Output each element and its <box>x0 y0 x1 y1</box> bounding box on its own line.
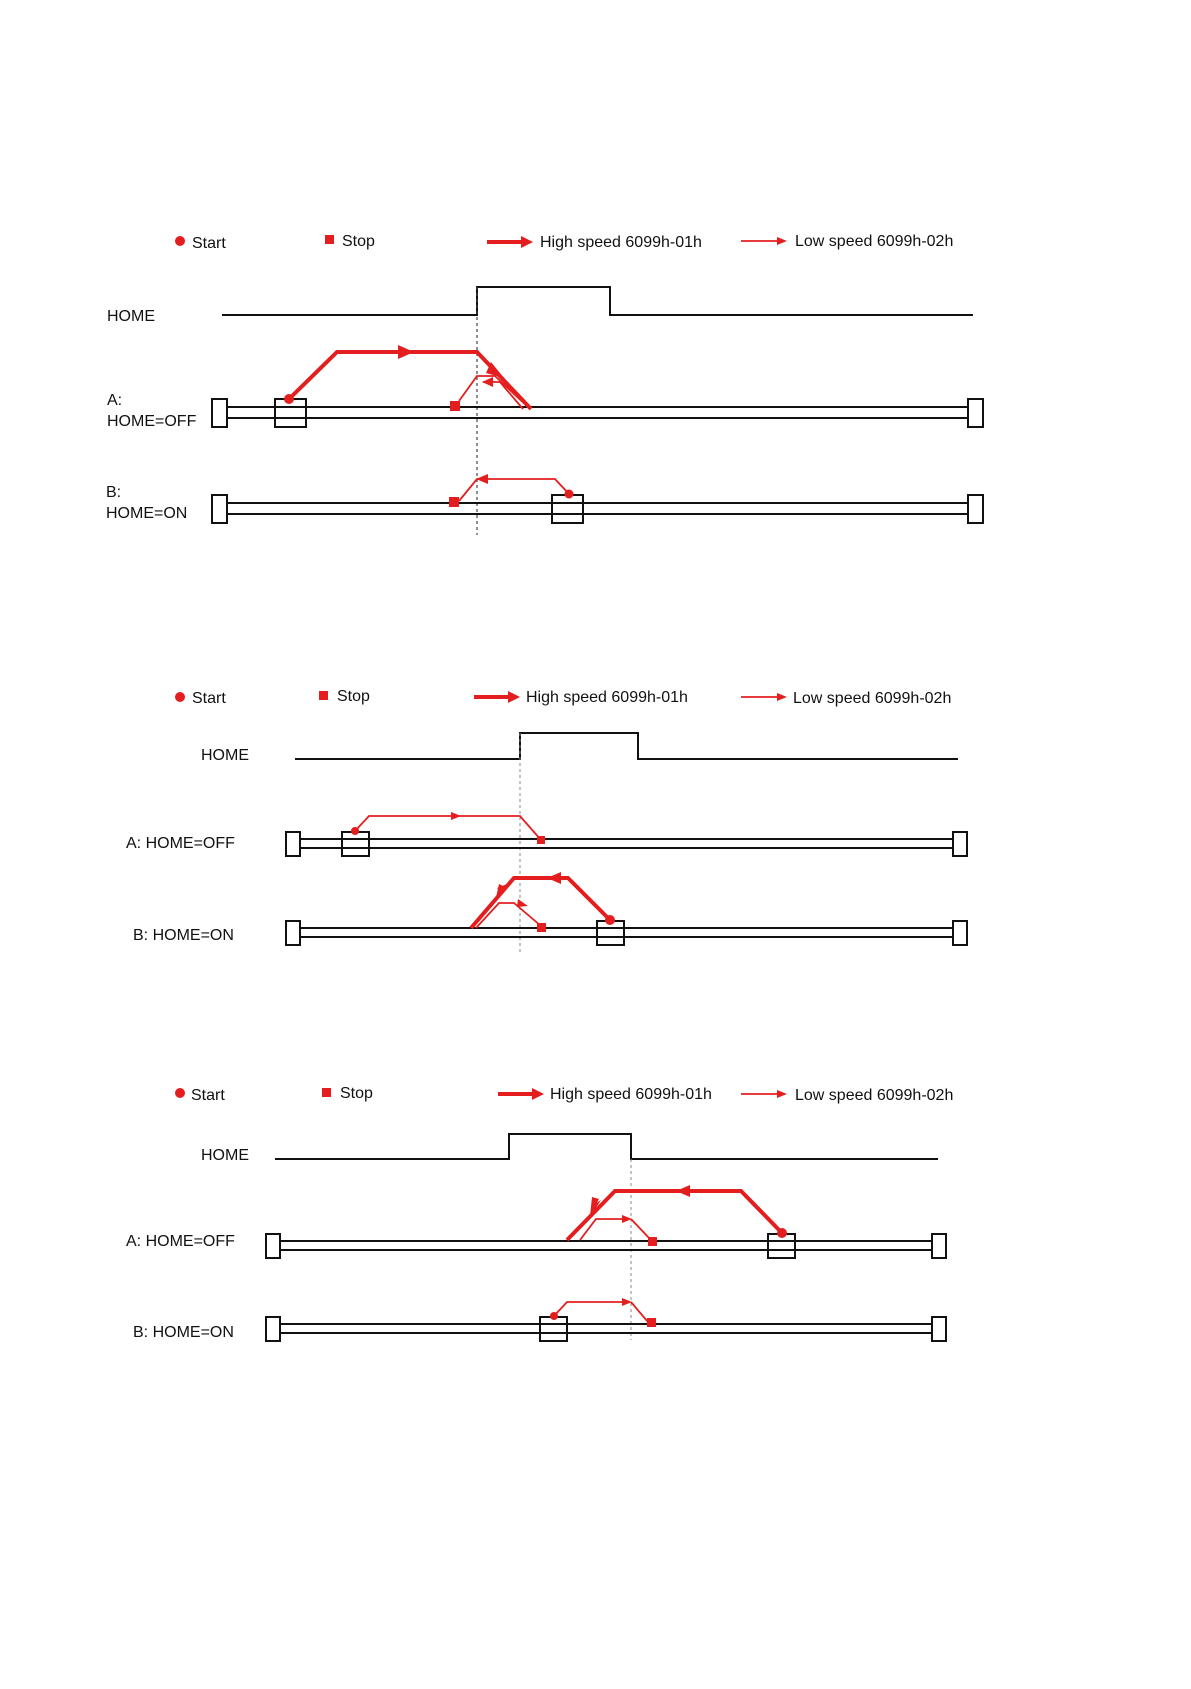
legend-start-label: Start <box>192 235 226 252</box>
carriage <box>540 1317 567 1341</box>
row-a-label-state: HOME=OFF <box>107 413 197 430</box>
stop-point <box>537 836 545 844</box>
left-limit-switch <box>286 832 300 856</box>
motion-path-b <box>550 1298 656 1327</box>
stop-point <box>449 497 459 507</box>
stop-point <box>450 401 460 411</box>
legend-high-speed-label: High speed 6099h-01h <box>550 1086 712 1103</box>
legend-low-speed-label: Low speed 6099h-02h <box>795 233 954 250</box>
legend <box>175 688 951 707</box>
stop-marker-icon <box>325 235 334 244</box>
diagram-2 <box>126 688 967 952</box>
axis-track-b <box>212 495 983 523</box>
legend-high-speed-label: High speed 6099h-01h <box>526 689 688 706</box>
row-a-label: A: <box>107 392 123 409</box>
high-speed-arrow-icon <box>474 691 520 703</box>
left-limit-switch <box>212 399 227 427</box>
low-speed-arrow-icon <box>741 1090 787 1098</box>
carriage <box>342 832 369 856</box>
row-b-label: B: <box>106 484 122 501</box>
start-point <box>550 1312 558 1320</box>
start-point <box>351 827 359 835</box>
home-signal-label: HOME <box>201 747 249 764</box>
row-b-label: B: HOME=ON <box>133 1324 234 1341</box>
stop-point <box>647 1318 656 1327</box>
stop-marker-icon <box>322 1088 331 1097</box>
right-limit-switch <box>953 921 967 945</box>
low-speed-arrow-icon <box>741 693 787 701</box>
legend-start-label: Start <box>191 1087 225 1104</box>
legend <box>175 233 953 252</box>
axis-track-a <box>266 1234 946 1258</box>
diagram-3 <box>126 1085 953 1341</box>
axis-track-a <box>286 832 967 856</box>
legend-start-label: Start <box>192 690 226 707</box>
right-limit-switch <box>968 495 983 523</box>
start-point <box>565 490 574 499</box>
motion-path-b <box>471 872 615 932</box>
motion-path-a <box>284 345 531 411</box>
stop-marker-icon <box>319 691 328 700</box>
home-signal-label: HOME <box>201 1147 249 1164</box>
home-signal-waveform <box>222 287 973 315</box>
legend-high-speed-label: High speed 6099h-01h <box>540 234 702 251</box>
low-speed-arrow-icon <box>741 237 787 245</box>
left-limit-switch <box>286 921 300 945</box>
high-speed-arrow-icon <box>498 1088 544 1100</box>
carriage <box>552 495 583 523</box>
legend-stop-label: Stop <box>340 1085 373 1102</box>
left-limit-switch <box>266 1317 280 1341</box>
axis-track-b <box>266 1317 946 1341</box>
home-signal-waveform <box>275 1134 938 1159</box>
left-limit-switch <box>266 1234 280 1258</box>
start-marker-icon <box>175 236 185 246</box>
diagram-1 <box>106 233 983 535</box>
high-speed-arrow-icon <box>487 236 533 248</box>
start-point <box>777 1228 787 1238</box>
right-limit-switch <box>953 832 967 856</box>
start-point <box>605 915 615 925</box>
start-marker-icon <box>175 692 185 702</box>
start-marker-icon <box>175 1088 185 1098</box>
legend-stop-label: Stop <box>337 688 370 705</box>
right-limit-switch <box>968 399 983 427</box>
left-limit-switch <box>212 495 227 523</box>
legend-stop-label: Stop <box>342 233 375 250</box>
axis-track-a <box>212 399 983 427</box>
home-signal-label: HOME <box>107 308 155 325</box>
motion-path-a <box>567 1185 787 1246</box>
home-signal-waveform <box>295 733 958 759</box>
legend <box>175 1085 953 1104</box>
stop-point <box>648 1237 657 1246</box>
right-limit-switch <box>932 1234 946 1258</box>
right-limit-switch <box>932 1317 946 1341</box>
start-point <box>284 394 294 404</box>
stop-point <box>537 923 546 932</box>
row-a-label: A: HOME=OFF <box>126 1233 235 1250</box>
legend-low-speed-label: Low speed 6099h-02h <box>793 690 952 707</box>
row-a-label: A: HOME=OFF <box>126 835 235 852</box>
legend-low-speed-label: Low speed 6099h-02h <box>795 1087 954 1104</box>
row-b-label-state: HOME=ON <box>106 505 188 522</box>
axis-track-b <box>286 921 967 945</box>
row-b-label: B: HOME=ON <box>133 927 234 944</box>
